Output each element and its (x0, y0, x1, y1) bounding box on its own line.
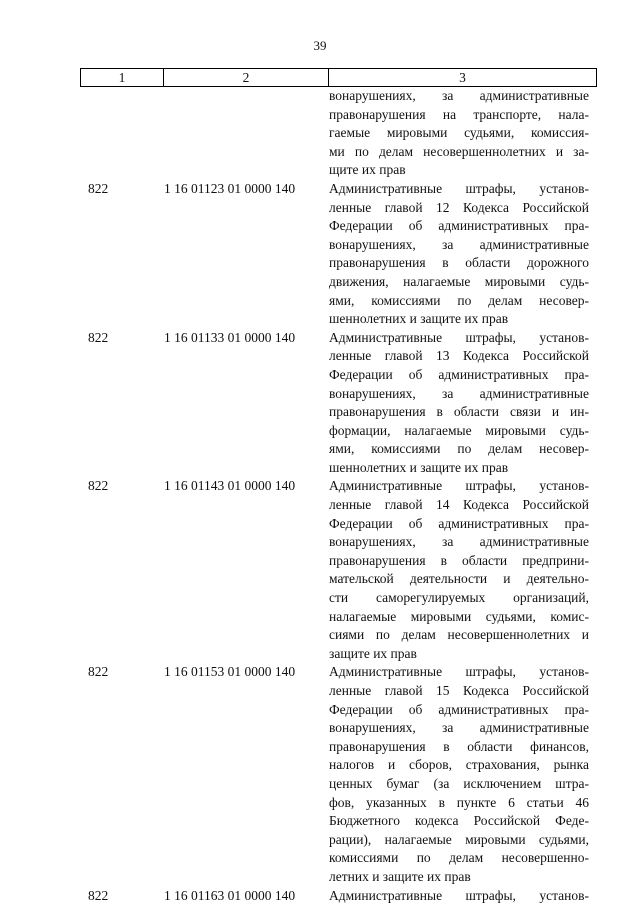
table-row (0, 180, 640, 329)
description-line: ленные главой 12 Кодекса Российской (329, 199, 589, 215)
page-number: 39 (313, 38, 327, 53)
description-line: шеннолетних и защите их прав (329, 311, 509, 327)
table-row (0, 87, 640, 180)
description-line: летних и защите их прав (329, 868, 471, 884)
description-line: щите их прав (329, 162, 406, 178)
description-line: ями, комиссиями по делам несовер- (329, 292, 589, 308)
description-line: Федерации об административных пра- (329, 701, 589, 717)
description-line: Федерации об административных пра- (329, 366, 589, 382)
description-line: ями, комиссиями по делам несовер- (329, 441, 589, 457)
description-line: комиссиями по делам несовершенно- (329, 850, 589, 866)
admin-code: 822 (88, 664, 109, 680)
budget-classification-code: 1 16 01133 01 0000 140 (164, 329, 296, 345)
description-line: фов, указанных в пункте 6 статьи 46 (329, 794, 589, 810)
description-line: вонарушениях, за административные (329, 720, 589, 736)
description-line: Административные штрафы, установ- (329, 478, 589, 494)
admin-code: 822 (88, 887, 109, 903)
description-line: Бюджетного кодекса Российской Феде- (329, 813, 589, 829)
description-line: ценных бумаг (за исключением штра- (329, 775, 589, 791)
revenue-description (329, 887, 589, 905)
description-line: вонарушениях, за административные (329, 88, 589, 103)
budget-classification-code: 1 16 01163 01 0000 140 (164, 887, 296, 903)
description-line: ленные главой 15 Кодекса Российской (329, 683, 589, 698)
description-line: мательской деятельности и деятельно- (329, 571, 589, 587)
table-row (0, 477, 640, 663)
description-line: защите их прав (329, 645, 417, 661)
description-line: правонарушения в области дорожного (329, 255, 589, 271)
description-line: правонарушения в области финансов, (329, 738, 589, 754)
budget-classification-code: 1 16 01143 01 0000 140 (164, 478, 296, 494)
description-line: Административные штрафы, установ- (329, 887, 589, 903)
description-line: гаемые мировыми судьями, комиссия- (329, 125, 589, 141)
description-line: Административные штрафы, установ- (329, 664, 589, 680)
table-row (0, 329, 640, 478)
description-line: правонарушения на транспорте, нала- (329, 106, 589, 122)
description-line: рации), налагаемые мировыми судьями, (329, 831, 589, 847)
revenue-description (329, 663, 589, 886)
budget-classification-code: 1 16 01123 01 0000 140 (164, 180, 296, 196)
column-header-row (81, 69, 597, 87)
description-line: правонарушения в области предприни- (329, 552, 589, 568)
description-line: сиями по делам несовершеннолетних и (329, 627, 589, 643)
admin-code: 822 (88, 478, 109, 494)
table-body (0, 87, 640, 905)
description-line: Административные штрафы, установ- (329, 329, 589, 345)
column-header-table (80, 68, 597, 87)
description-line: ми по делам несовершеннолетних и за- (329, 143, 589, 159)
description-line: вонарушениях, за административные (329, 534, 589, 550)
budget-classification-code: 1 16 01153 01 0000 140 (164, 664, 296, 680)
description-line: Административные штрафы, установ- (329, 180, 589, 196)
revenue-description (329, 329, 589, 478)
description-line: вонарушениях, за административные (329, 236, 589, 252)
description-line: налагаемые мировыми судьями, комис- (329, 608, 589, 624)
description-line: налогов и сборов, страхования, рынка (329, 757, 589, 773)
description-line: правонарушения в области связи и ин- (329, 404, 589, 420)
table-row (0, 663, 640, 886)
description-line: шеннолетних и защите их прав (329, 459, 509, 475)
revenue-description (329, 87, 589, 180)
column-header-3: 3 (329, 69, 597, 87)
description-line: Федерации об административных пра- (329, 218, 589, 234)
admin-code: 822 (88, 329, 109, 345)
admin-code: 822 (88, 180, 109, 196)
table-row (0, 887, 640, 905)
column-header-1: 1 (81, 69, 164, 87)
description-line: Федерации об административных пра- (329, 515, 589, 531)
revenue-description (329, 180, 589, 329)
description-line: ленные главой 14 Кодекса Российской (329, 497, 589, 513)
description-line: движения, налагаемые мировыми судь- (329, 273, 589, 289)
description-line: вонарушениях, за административные (329, 385, 589, 401)
column-header-2: 2 (164, 69, 329, 87)
description-line: формации, налагаемые мировыми судь- (329, 422, 589, 438)
revenue-description (329, 477, 589, 663)
description-line: ленные главой 13 Кодекса Российской (329, 348, 589, 364)
description-line: сти саморегулируемых организаций, (329, 590, 589, 606)
